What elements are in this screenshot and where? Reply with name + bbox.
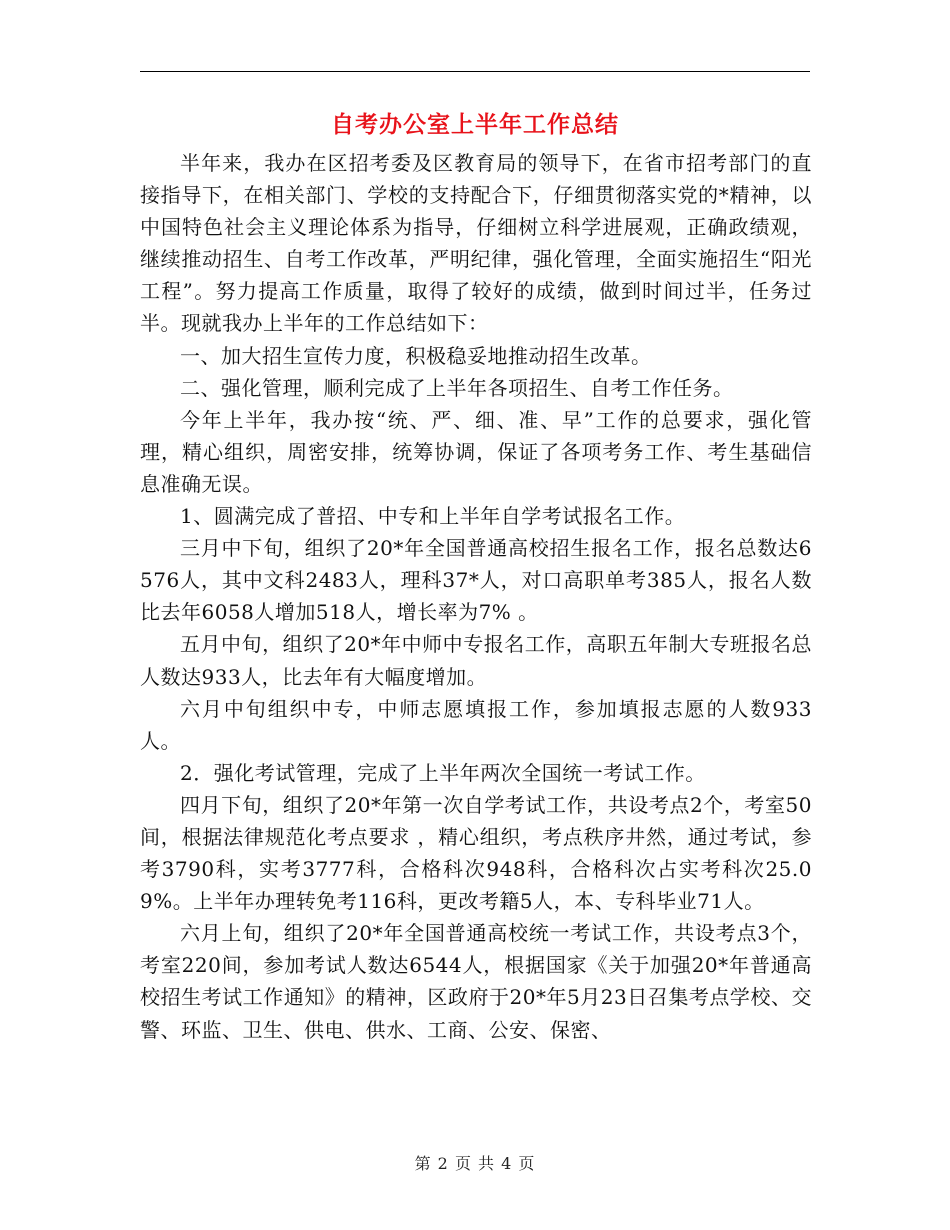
paragraph-may-registration: 五月中旬，组织了20*年中师中专报名工作，高职五年制大专班报名总人数达933人，比去年有大幅度增加。: [140, 632, 812, 689]
header-rule: [140, 71, 810, 72]
paragraph-april-exam: 四月下旬，组织了20*年第一次自学考试工作，共设考点2个，考室50间，根据法律规范化考点要求 ，精心组织，考点秩序井然，通过考试，参考3790科，实考3777科，合格科次948科，合格科次占实考科次25.09%。上半年办理转免考116科，更改考籍5人，本、专科毕业71人。: [140, 792, 812, 914]
paragraph-june-exam: 六月上旬，组织了20*年全国普通高校统一考试工作，共设考点3个，考室220间，参加考试人数达6544人，根据国家《关于加强20*年普通高校招生考试工作通知》的精神，区政府于20*年5月23日召集考点学校、交警、环监、卫生、供电、供水、工商、公安、保密、: [140, 921, 812, 1042]
page-number-footer: 第 2 页 共 4 页: [414, 1154, 536, 1173]
paragraph-june-volunteer: 六月中旬组织中专，中师志愿填报工作，参加填报志愿的人数933人。: [140, 696, 812, 753]
paragraph-requirements: 今年上半年，我办按“统、严、细、准、早”工作的总要求，强化管理，精心组织，周密安排，统筹协调，保证了各项考务工作、考生基础信息准确无误。: [140, 407, 812, 496]
paragraph-heading-1: 一、加大招生宣传力度，积极稳妥地推动招生改革。: [180, 343, 652, 368]
paragraph-march-registration: 三月中下旬，组织了20*年全国普通高校招生报名工作，报名总数达6576人，其中文科2483人，理科37*人，对口高职单考385人，报名人数比去年6058人增加518人，增长率为7% 。: [140, 536, 812, 625]
paragraph-subheading-1: 1、圆满完成了普招、中专和上半年自学考试报名工作。: [180, 504, 686, 529]
document-title: 自考办公室上半年工作总结: [331, 111, 619, 138]
paragraph-heading-2: 二、强化管理，顺利完成了上半年各项招生、自考工作任务。: [180, 375, 734, 400]
paragraph-intro: 半年来，我办在区招考委及区教育局的领导下，在省市招考部门的直接指导下，在相关部门、学校的支持配合下，仔细贯彻落实党的*精神，以中国特色社会主义理论体系为指导，仔细树立科学进展观，正确政绩观，继续推动招生、自考工作改革，严明纪律，强化管理，全面实施招生“阳光工程”。努力提高工作质量，取得了较好的成绩，做到时间过半，任务过半。现就我办上半年的工作总结如下：: [140, 151, 812, 336]
document-body: [140, 147, 812, 1046]
paragraph-subheading-2: 2．强化考试管理，完成了上半年两次全国统一考试工作。: [180, 760, 706, 785]
